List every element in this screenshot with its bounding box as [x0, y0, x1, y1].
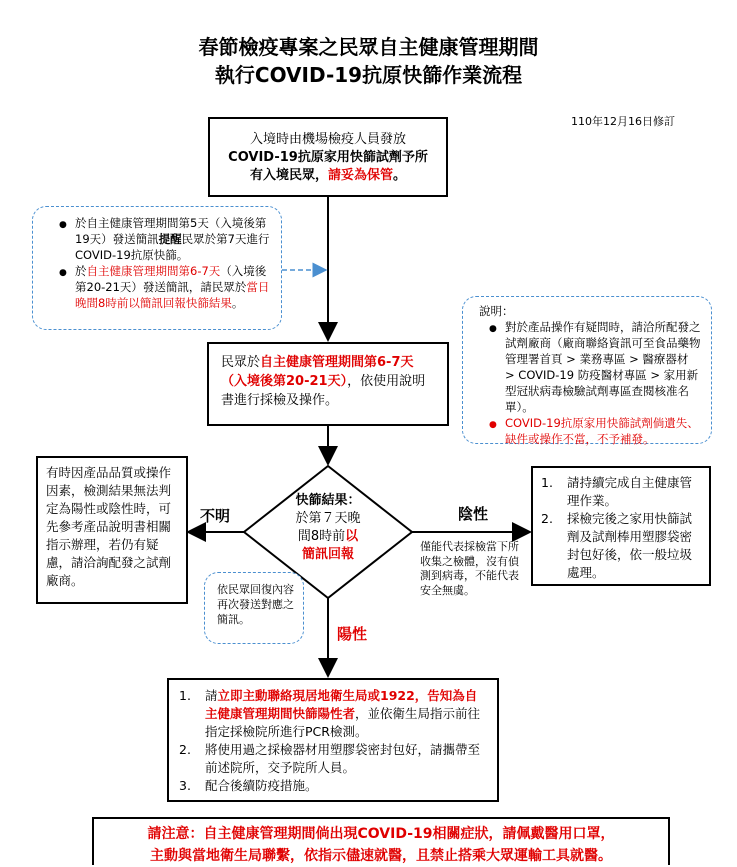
- step-distribute-kits: [208, 117, 448, 197]
- box-result-unclear: 有時因產品品質或操作因素，檢測結果無法判定為陽性或陰性時，可先參考產品說明書相關指示辦理，若仍有疑慮，請洽詢配發之試劑廠商。: [36, 456, 188, 604]
- note-right-bullet2: ● COVID-19抗原家用快篩試劑倘遺失、缺件或操作不當，不予補發。: [505, 415, 701, 447]
- positive-item-3: 3. 配合後續防疫措施。: [179, 778, 318, 793]
- note-negative-meaning: 僅能代表採檢當下所收集之檢體，沒有偵測到病毒，不能代表安全無虞。: [420, 540, 519, 597]
- box1-line3-black: 有入境民眾，: [249, 168, 328, 183]
- positive-item-1: 1. 請立即主動聯絡現居地衛生局或1922，告知為自主健康管理期間快篩陽性者，並依衛生局指示前往指定採檢院所進行PCR檢測。: [179, 688, 481, 739]
- box1-line1: 入境時由機場檢疫人員發放: [249, 132, 406, 147]
- box-result-negative: [531, 466, 711, 586]
- box-result-positive: [167, 678, 499, 802]
- note-explanation: [462, 296, 712, 444]
- diamond-line4: 簡訊回報: [301, 547, 354, 562]
- note-reply-sms: 依民眾回復內容再次發送對應之簡訊。: [204, 572, 304, 644]
- negative-item-1: 1. 請持續完成自主健康管理作業。: [541, 475, 693, 508]
- note-sms-reminder: [32, 206, 282, 330]
- note-right-bullet1: ● 對於產品操作有疑問時，請洽所配發之試劑廠商（廠商聯絡資訊可至食品藥物管理署首頁 > 業務專區 > 醫療器材 > COVID-19 防疫醫材專區 > 家用新型冠狀病毒檢驗試劑專區查閱核准名單）。: [505, 319, 701, 415]
- note-left-bullet1: ● 於自主健康管理期間第5天（入境後第19天）發送簡訊提醒民眾於第7天進行COVID-19抗原快篩。: [75, 215, 271, 263]
- box1-line3-end: 。: [393, 168, 407, 183]
- note-left-bullet2: ● 於自主健康管理期間第6-7天（入境後第20-21天）發送簡訊，請民眾於當日晚間8時前以簡訊回報快篩結果。: [75, 263, 271, 311]
- step-self-test: 民眾於自主健康管理期間第6-7天（入境後第20-21天），依使用說明書進行採檢及操作。: [207, 342, 449, 426]
- diamond-title: 快篩結果：: [295, 493, 361, 508]
- decision-text: 快篩結果： 於第７天晚 間8時前以 簡訊回報: [268, 492, 388, 564]
- notice-box: [92, 817, 670, 865]
- box1-line2: COVID-19抗原家用快篩試劑予所: [228, 150, 428, 165]
- note-right-title: 說明：: [479, 304, 514, 318]
- notice-line2: 主動與當地衛生局聯繫，依指示儘速就醫，且禁止搭乘大眾運輸工具就醫。: [150, 848, 612, 864]
- label-unclear: 不明: [200, 507, 231, 525]
- positive-item-2: 2. 將使用過之採檢器材用塑膠袋密封包好，請攜帶至前述院所，交予院所人員。: [179, 742, 481, 775]
- label-negative: 陰性: [458, 505, 489, 523]
- label-positive: 陽性: [337, 625, 368, 643]
- revision-date: 110年12月16日修訂: [571, 115, 675, 128]
- diamond-line3: 間8時前: [297, 529, 346, 544]
- box1-line3-red: 請妥為保管: [327, 168, 393, 183]
- page-title-line1: 春節檢疫專案之民眾自主健康管理期間: [198, 35, 539, 59]
- notice-line1: 請注意：自主健康管理期間倘出現COVID-19相關症狀，請佩戴醫用口罩，: [147, 826, 615, 842]
- negative-item-2: 2. 採檢完後之家用快篩試劑及試劑棒用塑膠袋密封包好後，依一般垃圾處理。: [541, 511, 693, 580]
- diamond-line2: 於第７天晚: [295, 511, 361, 526]
- page-title-line2: 執行COVID-19抗原快篩作業流程: [214, 63, 523, 87]
